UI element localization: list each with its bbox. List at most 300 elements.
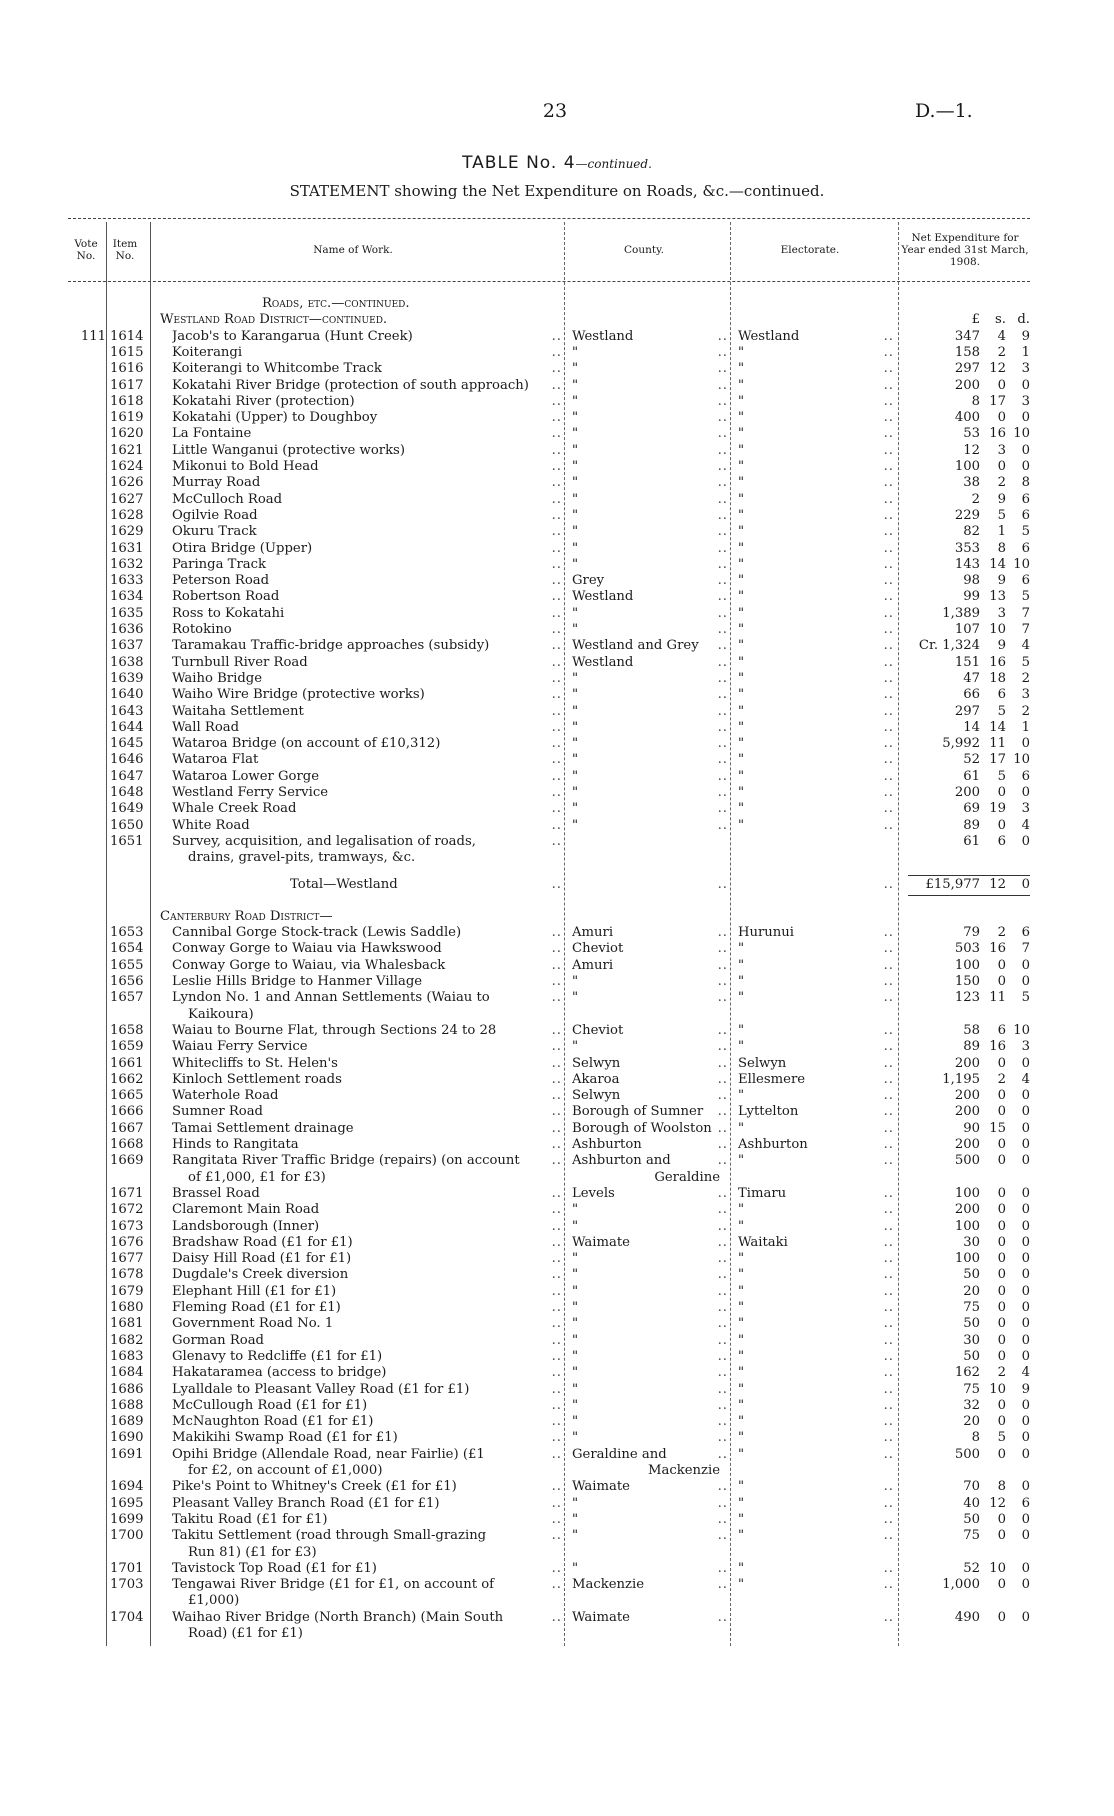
electorate: "	[738, 410, 745, 426]
amount-pounds: 162	[954, 1365, 980, 1381]
table-row	[0, 850, 1114, 866]
county: Ashburton	[572, 1137, 642, 1152]
amount-shillings: 5	[997, 768, 1006, 784]
table-row	[0, 1593, 1114, 1609]
amount-pounds: 30	[963, 1332, 980, 1348]
item-number: 1682	[110, 1332, 144, 1348]
county: "	[572, 622, 579, 637]
table-row	[0, 655, 1114, 671]
amount-shillings: 0	[997, 410, 1006, 426]
work-name: Robertson Road	[172, 589, 280, 605]
amount-shillings: 4	[997, 328, 1006, 344]
leader-dots: ..	[551, 605, 562, 621]
leader-dots: ..	[551, 556, 562, 572]
county: "	[572, 1365, 579, 1381]
electorate: "	[738, 540, 745, 556]
amount-pence: 0	[1021, 1267, 1030, 1283]
amount-pounds: 200	[954, 1104, 980, 1120]
amount-pounds: 100	[954, 459, 980, 474]
electorate: "	[738, 654, 745, 670]
work-name: Fleming Road (£1 for £1)	[172, 1300, 341, 1315]
amount-shillings: 12	[989, 1495, 1006, 1511]
amount-pounds: 143	[954, 556, 980, 572]
leader-dots: ..	[551, 1397, 562, 1413]
county: "	[572, 703, 579, 719]
leader-dots: ..	[717, 1283, 728, 1299]
leader-dots: ..	[883, 556, 894, 572]
leader-dots: ..	[717, 1234, 728, 1250]
work-name: Tamai Settlement drainage	[172, 1120, 354, 1136]
amount-shillings: 2	[997, 1071, 1006, 1087]
table-row	[0, 1284, 1114, 1300]
amount-pounds: 50	[963, 1267, 980, 1283]
electorate: Timaru	[738, 1185, 787, 1201]
amount-pence: 5	[1021, 654, 1030, 670]
amount-pounds: 89	[963, 817, 980, 833]
item-number: 1620	[110, 426, 144, 442]
electorate: "	[738, 1365, 745, 1381]
county: "	[572, 1039, 579, 1055]
leader-dots: ..	[717, 703, 728, 719]
item-number: 1628	[110, 507, 144, 523]
amount-pounds: 58	[963, 1022, 980, 1038]
leader-dots: ..	[717, 1039, 728, 1055]
county: "	[572, 1251, 579, 1267]
amount-shillings: 2	[997, 475, 1006, 491]
electorate: "	[738, 361, 745, 377]
electorate: "	[738, 1495, 745, 1511]
county: "	[572, 1218, 579, 1234]
leader-dots: ..	[717, 817, 728, 833]
item-number: 1684	[110, 1365, 144, 1381]
amount-pence: 0	[1021, 1218, 1030, 1234]
leader-dots: ..	[551, 1430, 562, 1446]
header-name: Name of Work.	[313, 244, 393, 256]
county: Westland	[572, 654, 634, 670]
leader-dots: ..	[717, 1528, 728, 1544]
leader-dots: ..	[551, 1381, 562, 1397]
amount-pounds: 500	[954, 1446, 980, 1462]
amount-pence: 9	[1021, 328, 1030, 344]
amount-shillings: 2	[997, 925, 1006, 941]
amount-pence: 7	[1021, 622, 1030, 637]
total-rule	[908, 875, 1030, 876]
amount-pounds: 90	[963, 1120, 980, 1136]
work-name: Government Road No. 1	[172, 1316, 334, 1332]
leader-dots: ..	[551, 1348, 562, 1364]
amount-shillings: 3	[997, 605, 1006, 621]
electorate: "	[738, 1218, 745, 1234]
item-number: 1677	[110, 1251, 144, 1267]
item-number: 1655	[110, 957, 144, 973]
leader-dots: ..	[551, 1267, 562, 1283]
work-name: Conway Gorge to Waiau, via Whalesback	[172, 957, 446, 973]
item-number: 1695	[110, 1495, 144, 1511]
electorate: "	[738, 638, 745, 654]
amount-pence: 4	[1021, 1365, 1030, 1381]
leader-dots: ..	[551, 941, 562, 957]
leader-dots: ..	[883, 1104, 894, 1120]
leader-dots: ..	[883, 768, 894, 784]
leader-dots: ..	[717, 654, 728, 670]
leader-dots: ..	[551, 1039, 562, 1055]
table-row	[0, 909, 1114, 925]
amount-shillings: 0	[997, 1397, 1006, 1413]
item-number: 1672	[110, 1202, 144, 1218]
amount-pence: 0	[1021, 1430, 1030, 1446]
electorate: "	[738, 491, 745, 507]
county: Grey	[572, 573, 605, 589]
item-number: 1701	[110, 1560, 144, 1576]
amount-pence: 0	[1021, 1055, 1030, 1071]
leader-dots: ..	[551, 1202, 562, 1218]
amount-shillings: 0	[997, 1332, 1006, 1348]
work-name: Opihi Bridge (Allendale Road, near Fairlie) (£1	[172, 1446, 485, 1462]
county: Geraldine and	[572, 1446, 667, 1462]
amount-shillings: 0	[997, 1202, 1006, 1218]
item-number: 1704	[110, 1609, 144, 1625]
electorate: "	[738, 1120, 745, 1136]
electorate: "	[738, 801, 745, 817]
leader-dots: ..	[883, 941, 894, 957]
amount-pounds: 20	[963, 1283, 980, 1299]
amount-pence: 0	[1021, 1251, 1030, 1267]
amount-pounds: 20	[963, 1414, 980, 1430]
district-heading: Canterbury Road District—	[160, 908, 333, 924]
leader-dots: ..	[883, 573, 894, 589]
leader-dots: ..	[717, 736, 728, 752]
work-name: Cannibal Gorge Stock-track (Lewis Saddle)	[172, 925, 462, 941]
leader-dots: ..	[717, 1153, 728, 1169]
table-row	[0, 1153, 1114, 1169]
amount-pence: 0	[1021, 1185, 1030, 1201]
amount-shillings: 0	[997, 1609, 1006, 1625]
amount-pence: 0	[1021, 1348, 1030, 1364]
amount-pounds: 52	[963, 1560, 980, 1576]
electorate: "	[738, 622, 745, 637]
amount-pounds: 75	[963, 1300, 980, 1315]
amount-pence: 3	[1021, 393, 1030, 409]
amount-shillings: 0	[997, 1300, 1006, 1315]
leader-dots: ..	[551, 1153, 562, 1169]
amount-pounds: 100	[954, 1185, 980, 1201]
work-name: Peterson Road	[172, 573, 270, 589]
leader-dots: ..	[883, 622, 894, 637]
amount-pence: 0	[1021, 1446, 1030, 1462]
table-row	[0, 671, 1114, 687]
amount-pence: 0	[1021, 1397, 1030, 1413]
leader-dots: ..	[883, 1348, 894, 1364]
amount-pence: 0	[1021, 1202, 1030, 1218]
leader-dots: ..	[551, 990, 562, 1006]
electorate: "	[738, 442, 745, 458]
amount-pounds: 100	[954, 1251, 980, 1267]
amount-pounds: 52	[963, 752, 980, 768]
table-row	[0, 1349, 1114, 1365]
county: "	[572, 768, 579, 784]
amount-shillings: 11	[989, 736, 1006, 752]
amount-pounds: 353	[954, 540, 980, 556]
amount-pence: 7	[1021, 605, 1030, 621]
amount-shillings: 5	[997, 1430, 1006, 1446]
county: Ashburton and	[572, 1153, 671, 1169]
item-number: 1650	[110, 817, 144, 833]
amount-shillings: 1	[997, 524, 1006, 540]
county: Waimate	[572, 1234, 630, 1250]
work-name: Lyndon No. 1 and Annan Settlements (Waiau to	[172, 990, 490, 1006]
leader-dots: ..	[717, 524, 728, 540]
item-number: 1656	[110, 974, 144, 989]
electorate: "	[738, 1251, 745, 1267]
amount-shillings: 13	[989, 589, 1006, 605]
electorate: "	[738, 1300, 745, 1315]
item-number: 1676	[110, 1234, 144, 1250]
leader-dots: ..	[717, 589, 728, 605]
leader-dots: ..	[717, 1397, 728, 1413]
amount-pounds: 50	[963, 1348, 980, 1364]
leader-dots: ..	[883, 589, 894, 605]
county: Amuri	[572, 957, 614, 973]
leader-dots: ..	[717, 1430, 728, 1446]
item-number: 1668	[110, 1137, 144, 1152]
amount-pounds: 200	[954, 1088, 980, 1104]
work-name: Kinloch Settlement roads	[172, 1071, 342, 1087]
leader-dots: ..	[883, 1511, 894, 1527]
work-name: Whitecliffs to St. Helen's	[172, 1055, 338, 1071]
amount-pence: 6	[1021, 491, 1030, 507]
amount-pence: 0	[1021, 1283, 1030, 1299]
leader-dots: ..	[551, 524, 562, 540]
amount-shillings: 6	[997, 833, 1006, 849]
electorate: "	[738, 990, 745, 1006]
work-name: Glenavy to Redcliffe (£1 for £1)	[172, 1348, 383, 1364]
amount-shillings: 8	[997, 540, 1006, 556]
leader-dots: ..	[551, 1185, 562, 1201]
amount-pounds: 123	[954, 990, 980, 1006]
amount-pounds: 30	[963, 1234, 980, 1250]
county: Westland	[572, 328, 634, 344]
leader-dots: ..	[717, 491, 728, 507]
leader-dots: ..	[717, 540, 728, 556]
table-row	[0, 622, 1114, 638]
amount-pounds: £15,977	[925, 876, 980, 892]
leader-dots: ..	[717, 1137, 728, 1152]
item-number: 1614	[110, 328, 144, 344]
leader-dots: ..	[883, 752, 894, 768]
county: Akaroa	[572, 1071, 620, 1087]
amount-pence: 0	[1021, 1479, 1030, 1495]
leader-dots: ..	[717, 941, 728, 957]
leader-dots: ..	[883, 1071, 894, 1087]
amount-pence: 1	[1021, 344, 1030, 360]
amount-pence: 5	[1021, 524, 1030, 540]
amount-pounds: 69	[963, 801, 980, 817]
table-row	[0, 1545, 1114, 1561]
item-number: 1648	[110, 785, 144, 800]
amount-shillings: 16	[989, 426, 1006, 442]
table-row	[0, 1414, 1114, 1430]
amount-shillings: 5	[997, 703, 1006, 719]
electorate: "	[738, 524, 745, 540]
table-row	[0, 1496, 1114, 1512]
leader-dots: ..	[717, 1381, 728, 1397]
electorate: "	[738, 785, 745, 800]
county: "	[572, 990, 579, 1006]
county: "	[572, 556, 579, 572]
amount-shillings: 0	[997, 1153, 1006, 1169]
leader-dots: ..	[551, 752, 562, 768]
item-number: 1615	[110, 344, 144, 360]
work-name: Ross to Kokatahi	[172, 605, 285, 621]
district-heading: Westland Road District—continued.	[160, 312, 388, 328]
work-name: Ogilvie Road	[172, 507, 258, 523]
leader-dots: ..	[883, 475, 894, 491]
electorate: "	[738, 1283, 745, 1299]
item-number: 1617	[110, 377, 144, 393]
table-row	[0, 426, 1114, 442]
amount-pence: 0	[1021, 1137, 1030, 1152]
amount-pounds: 70	[963, 1479, 980, 1495]
table-row	[0, 524, 1114, 540]
item-number: 1633	[110, 573, 144, 589]
leader-dots: ..	[551, 670, 562, 686]
item-number: 1654	[110, 941, 144, 957]
leader-dots: ..	[883, 605, 894, 621]
amount-pence: 0	[1021, 442, 1030, 458]
electorate: Selwyn	[738, 1055, 787, 1071]
leader-dots: ..	[717, 1071, 728, 1087]
amount-pounds: 53	[963, 426, 980, 442]
amount-shillings: 0	[997, 1218, 1006, 1234]
work-name: Gorman Road	[172, 1332, 265, 1348]
electorate: "	[738, 344, 745, 360]
table-row	[0, 1398, 1114, 1414]
amount-pounds: 14	[963, 719, 980, 735]
leader-dots: ..	[883, 1300, 894, 1315]
work-name-continued: for £2, on account of £1,000)	[188, 1463, 383, 1478]
work-name: Koiterangi to Whitcombe Track	[172, 361, 382, 377]
header-electorate: Electorate.	[780, 244, 840, 256]
county: "	[572, 475, 579, 491]
amount-shillings: 0	[997, 1348, 1006, 1364]
leader-dots: ..	[883, 1446, 894, 1462]
item-number: 1681	[110, 1316, 144, 1332]
shillings-label: s.	[995, 312, 1006, 328]
county: "	[572, 817, 579, 833]
leader-dots: ..	[717, 410, 728, 426]
electorate: "	[738, 1577, 745, 1593]
work-name-continued: Kaikoura)	[188, 1006, 254, 1022]
amount-pence: 6	[1021, 1495, 1030, 1511]
amount-pence: 0	[1021, 1300, 1030, 1315]
amount-pence: 4	[1021, 817, 1030, 833]
leader-dots: ..	[551, 426, 562, 442]
amount-pence: 0	[1021, 1577, 1030, 1593]
leader-dots: ..	[883, 1251, 894, 1267]
leader-dots: ..	[717, 377, 728, 393]
table-row	[0, 1479, 1114, 1495]
county: "	[572, 393, 579, 409]
table-row	[0, 752, 1114, 768]
county: "	[572, 1300, 579, 1315]
work-name: Waitaha Settlement	[172, 703, 304, 719]
amount-pence: 0	[1021, 459, 1030, 474]
leader-dots: ..	[883, 990, 894, 1006]
work-name: Rangitata River Traffic Bridge (repairs) (on account	[172, 1153, 520, 1169]
table-row	[0, 1202, 1114, 1218]
leader-dots: ..	[551, 1120, 562, 1136]
item-number: 1688	[110, 1397, 144, 1413]
item-number: 1678	[110, 1267, 144, 1283]
table-row	[0, 1561, 1114, 1577]
county: "	[572, 1560, 579, 1576]
leader-dots: ..	[883, 1479, 894, 1495]
amount-pence: 0	[1021, 410, 1030, 426]
item-number: 1700	[110, 1528, 144, 1544]
amount-pounds: 229	[954, 507, 980, 523]
county: "	[572, 361, 579, 377]
table-row	[0, 1121, 1114, 1137]
leader-dots: ..	[717, 1577, 728, 1593]
leader-dots: ..	[883, 361, 894, 377]
leader-dots: ..	[551, 1528, 562, 1544]
county: "	[572, 426, 579, 442]
electorate: "	[738, 1332, 745, 1348]
table-row	[0, 736, 1114, 752]
county: "	[572, 785, 579, 800]
amount-shillings: 0	[997, 1234, 1006, 1250]
work-name-continued: Run 81) (£1 for £3)	[188, 1544, 317, 1560]
leader-dots: ..	[883, 1577, 894, 1593]
amount-shillings: 8	[997, 1479, 1006, 1495]
work-name-continued: Road) (£1 for £1)	[188, 1626, 303, 1641]
table-row	[0, 492, 1114, 508]
amount-pounds: 66	[963, 687, 980, 703]
work-name: Waiau Ferry Service	[172, 1039, 308, 1055]
amount-shillings: 0	[997, 1104, 1006, 1120]
electorate: "	[738, 1430, 745, 1446]
amount-shillings: 14	[989, 556, 1006, 572]
item-number: 1619	[110, 410, 144, 426]
amount-shillings: 3	[997, 442, 1006, 458]
amount-shillings: 0	[997, 1267, 1006, 1283]
leader-dots: ..	[551, 768, 562, 784]
electorate: "	[738, 1267, 745, 1283]
work-name: Wataroa Lower Gorge	[172, 768, 320, 784]
leader-dots: ..	[717, 556, 728, 572]
county: Westland	[572, 589, 634, 605]
amount-shillings: 0	[997, 1414, 1006, 1430]
county: "	[572, 1267, 579, 1283]
county: "	[572, 1202, 579, 1218]
amount-pounds: Cr. 1,324	[918, 638, 980, 654]
table-row	[0, 638, 1114, 654]
item-number: 1683	[110, 1348, 144, 1364]
leader-dots: ..	[883, 1560, 894, 1576]
leader-dots: ..	[717, 768, 728, 784]
electorate: "	[738, 1414, 745, 1430]
leader-dots: ..	[883, 1381, 894, 1397]
amount-pounds: 200	[954, 1055, 980, 1071]
work-name: Wall Road	[172, 719, 240, 735]
leader-dots: ..	[883, 1039, 894, 1055]
amount-pence: 2	[1021, 703, 1030, 719]
amount-pence: 0	[1021, 1511, 1030, 1527]
table-row	[0, 877, 1114, 893]
electorate: Westland	[738, 328, 800, 344]
electorate: "	[738, 589, 745, 605]
table-row	[0, 606, 1114, 622]
